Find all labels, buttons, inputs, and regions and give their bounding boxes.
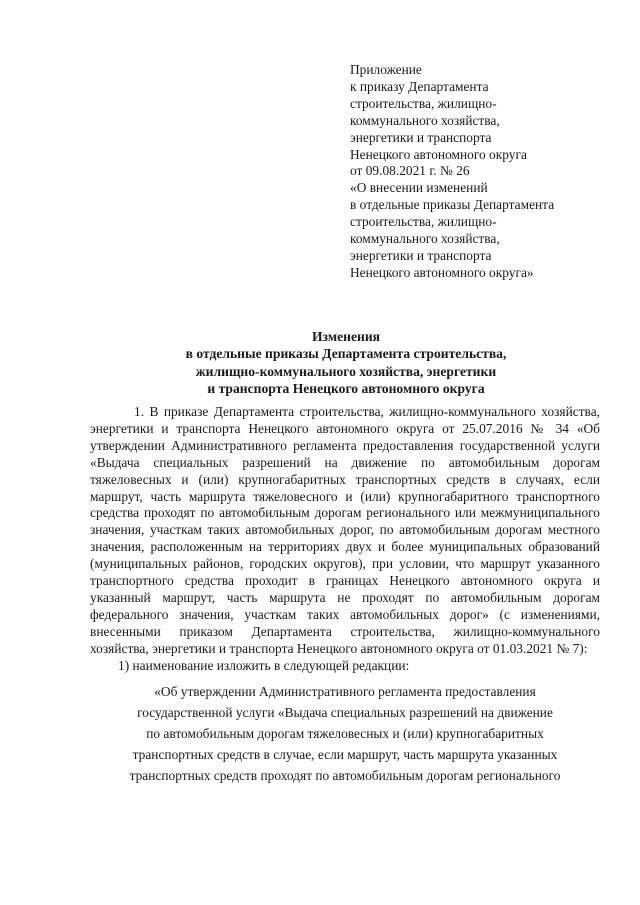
appendix-line: энергетики и транспорта [350,129,492,145]
appendix-line: в отдельные приказы Департамента [350,197,555,213]
title-line: и транспорта Ненецкого автономного округа [207,381,485,397]
subitem-1: 1) наименование изложить в следующей редакции: [118,657,410,673]
title-line: жилищно-коммунального хозяйства, энергетики [195,363,497,379]
quote-line: транспортных средств в случае, если маршрут, часть маршрута указанных [132,746,558,762]
quote-line: «Об утверждении Административного регламента предоставления [154,683,536,699]
quote-line: государственной услуги «Выдача специальных разрешений на движение [137,704,553,720]
appendix-line: строительства, жилищно- [350,95,497,111]
appendix-line: Приложение [350,62,422,77]
quote-line: по автомобильным дорогам тяжеловесных и (или) крупногабаритных [146,725,544,741]
appendix-line: коммунального хозяйства, [350,112,500,128]
document-title [90,328,602,398]
appendix-line: от 09.08.2021 г. № 26 [350,163,470,179]
title-line: Изменения [311,329,381,344]
document-body [90,404,600,786]
appendix-line: Ненецкого автономного округа [350,146,527,162]
appendix-line: Ненецкого автономного округа» [350,264,534,280]
appendix-line: строительства, жилищно- [350,214,497,230]
paragraph-1: 1. В приказе Департамента строительства, жилищно-коммунального хозяйства, энергетики и транспорта Ненецкого автономного округа от 25.07.2016 № 34 «Об утверждении Административного регламента предоставления государственной услуги «Выдача специальных разрешений на движение по автомобильным дорогам тяжеловесных и (или) крупногабаритных транспортных средств в случаях, если маршрут, часть маршрута тяжеловесного и (или) крупногабаритного транспортного средства проходят по автомобильным дорогам регионального или межмуниципального значения, участкам таких автомобильных дорог, по автомобильным дорогам местного значения, расположенным на территориях двух и более муниципальных образований (муниципальных районов, городских округов), при условии, что маршрут указанного транспортного средства проходит в границах Ненецкого автономного округа и указанный маршрут, часть маршрута не проходят по автомобильным дорогам федерального значения, участкам таких автомобильных дорог» (с изменениями, внесенными приказом Департамента строительства, жилищно-коммунального хозяйства, энергетики и транспорта Ненецкого автономного округа от 01.03.2021 № 7): [90,404,600,656]
appendix-line: к приказу Департамента [350,78,489,94]
quoted-title [90,681,600,786]
appendix-line: энергетики и транспорта [350,247,492,263]
appendix-line: «О внесении изменений [350,180,488,196]
title-line: в отдельные приказы Департамента строительства, [185,346,507,362]
quote-line: транспортных средств проходят по автомобильным дорогам регионального [129,767,561,783]
appendix-block [350,62,610,282]
appendix-line: коммунального хозяйства, [350,231,500,247]
